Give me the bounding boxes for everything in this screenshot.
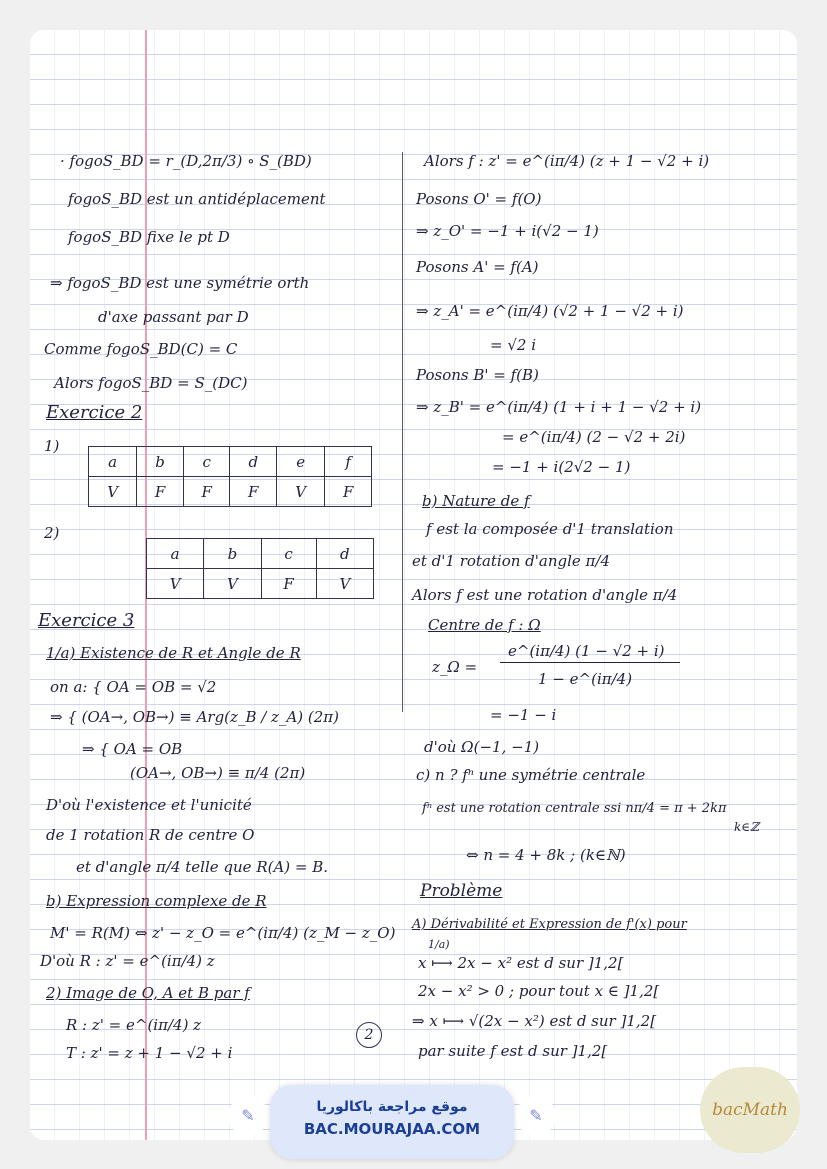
ex3-line-2: ⇒ { (OA→, OB→) ≡ Arg(z_B / z_A) (2π) bbox=[50, 708, 340, 726]
table1-header-a: a bbox=[89, 447, 137, 477]
table1-header-f: f bbox=[325, 447, 372, 477]
image-heading: 2) Image de O, A et B par f bbox=[46, 984, 250, 1002]
problem-a-label: 1/a) bbox=[428, 938, 450, 951]
right-line-1: Alors f : z' = e^(iπ/4) (z + 1 − √2 + i) bbox=[424, 152, 710, 170]
table1-value-c: F bbox=[183, 477, 230, 507]
ex3-line-3: ⇒ { OA = OB bbox=[82, 740, 183, 758]
image-line-2: T : z' = z + 1 − √2 + i bbox=[66, 1044, 233, 1062]
expression-heading: b) Expression complexe de R bbox=[46, 892, 267, 910]
question2-label: 2) bbox=[44, 524, 60, 542]
site-logo-left-icon: ✎ bbox=[228, 1096, 268, 1136]
left-line-6: Comme fogoS_BD(C) = C bbox=[44, 340, 238, 358]
table2-header-d: d bbox=[316, 539, 373, 569]
symmetry-line-4: ⇔ n = 4 + 8k ; (k∈ℕ) bbox=[466, 846, 626, 864]
table1-header-b: b bbox=[137, 447, 184, 477]
left-line-1: · fogoS_BD = r_(D,2π/3) ∘ S_(BD) bbox=[60, 152, 312, 170]
centre-heading: Centre de f : Ω bbox=[428, 616, 541, 634]
right-line-10: = −1 + i(2√2 − 1) bbox=[492, 458, 631, 476]
nature-line-3: Alors f est une rotation d'angle π/4 bbox=[412, 586, 678, 604]
exercice3-heading: 1/a) Existence de R et Angle de R bbox=[46, 644, 301, 662]
fraction-bar bbox=[500, 662, 680, 663]
truth-table-2 bbox=[146, 538, 374, 599]
exercice3-title: Exercice 3 bbox=[38, 610, 135, 631]
notebook-page bbox=[30, 30, 797, 1140]
right-line-6: = √2 i bbox=[490, 336, 537, 354]
site-arabic-name: موقع مراجعة باكالوريا bbox=[316, 1099, 468, 1115]
centre-lhs: z_Ω = bbox=[432, 658, 478, 676]
page-number: 2 bbox=[356, 1022, 382, 1048]
table2-value-a: V bbox=[147, 569, 204, 599]
table2-header-c: c bbox=[261, 539, 316, 569]
table2-value-c: F bbox=[261, 569, 316, 599]
table2-value-d: V bbox=[316, 569, 373, 599]
ex3-line-6: de 1 rotation R de centre O bbox=[46, 826, 255, 844]
table1-header-c: c bbox=[183, 447, 230, 477]
symmetry-line-2: fⁿ est une rotation centrale ssi nπ/4 = π + 2kπ bbox=[422, 801, 727, 816]
table2-value-b: V bbox=[204, 569, 261, 599]
problem-line-2: 2x − x² > 0 ; pour tout x ∈ ]1,2[ bbox=[418, 982, 660, 1000]
table1-value-a: V bbox=[89, 477, 137, 507]
right-line-2: Posons O' = f(O) bbox=[416, 190, 542, 208]
ex3-line-7: et d'angle π/4 telle que R(A) = B. bbox=[76, 858, 329, 876]
column-divider bbox=[402, 152, 403, 712]
site-logo-right-icon: ✎ bbox=[516, 1096, 556, 1136]
table2-header-a: a bbox=[147, 539, 204, 569]
problem-line-1: x ⟼ 2x − x² est d sur ]1,2[ bbox=[418, 954, 624, 972]
ex3-line-4: (OA→, OB→) ≡ π/4 (2π) bbox=[130, 764, 306, 782]
exercice2-title: Exercice 2 bbox=[46, 402, 143, 423]
symmetry-line-1: c) n ? fⁿ une symétrie centrale bbox=[416, 766, 646, 784]
centre-line-2: d'où Ω(−1, −1) bbox=[424, 738, 540, 756]
left-line-2: fogoS_BD est un antidéplacement bbox=[68, 190, 326, 208]
probleme-title: Problème bbox=[420, 881, 503, 901]
right-line-9: = e^(iπ/4) (2 − √2 + 2i) bbox=[502, 428, 686, 446]
expression-line-2: D'où R : z' = e^(iπ/4) z bbox=[40, 952, 215, 970]
left-line-4: ⇒ fogoS_BD est une symétrie orth bbox=[50, 274, 310, 292]
problem-line-3: ⇒ x ⟼ √(2x − x²) est d sur ]1,2[ bbox=[412, 1012, 657, 1030]
right-line-8: ⇒ z_B' = e^(iπ/4) (1 + i + 1 − √2 + i) bbox=[416, 398, 702, 416]
left-line-3: fogoS_BD fixe le pt D bbox=[68, 228, 230, 246]
truth-table-1 bbox=[88, 446, 372, 507]
right-line-3: ⇒ z_O' = −1 + i(√2 − 1) bbox=[416, 222, 599, 240]
table1-header-e: e bbox=[277, 447, 325, 477]
bacmath-logo: bacMath bbox=[700, 1067, 800, 1153]
right-line-5: ⇒ z_A' = e^(iπ/4) (√2 + 1 − √2 + i) bbox=[416, 302, 684, 320]
centre-denominator: 1 − e^(iπ/4) bbox=[538, 670, 633, 688]
left-line-5: d'axe passant par D bbox=[98, 308, 249, 326]
question1-label: 1) bbox=[44, 437, 60, 455]
site-url-link[interactable]: BAC.MOURAJAA.COM bbox=[303, 1120, 481, 1138]
nature-heading: b) Nature de f bbox=[422, 492, 530, 510]
table1-value-b: F bbox=[137, 477, 184, 507]
right-line-4: Posons A' = f(A) bbox=[416, 258, 539, 276]
table2-header-b: b bbox=[204, 539, 261, 569]
problem-line-4: par suite f est d sur ]1,2[ bbox=[418, 1042, 608, 1060]
ex3-line-1: on a: { OA = OB = √2 bbox=[50, 678, 217, 696]
centre-line-1: = −1 − i bbox=[490, 706, 557, 724]
nature-line-1: f est la composée d'1 translation bbox=[426, 520, 674, 538]
symmetry-line-3: k∈ℤ bbox=[734, 820, 759, 834]
table1-value-e: V bbox=[277, 477, 325, 507]
right-line-7: Posons B' = f(B) bbox=[416, 366, 539, 384]
table1-header-d: d bbox=[230, 447, 277, 477]
image-line-1: R : z' = e^(iπ/4) z bbox=[66, 1016, 202, 1034]
nature-line-2: et d'1 rotation d'angle π/4 bbox=[412, 552, 610, 570]
problem-a-heading: A) Dérivabilité et Expression de f'(x) pour bbox=[412, 917, 687, 932]
expression-line-1: M' = R(M) ⇔ z' − z_O = e^(iπ/4) (z_M − z_O) bbox=[50, 924, 396, 942]
table1-value-d: F bbox=[230, 477, 277, 507]
watermark-badge[interactable] bbox=[270, 1085, 514, 1159]
table1-value-f: F bbox=[325, 477, 372, 507]
centre-numerator: e^(iπ/4) (1 − √2 + i) bbox=[508, 642, 665, 660]
ex3-line-5: D'où l'existence et l'unicité bbox=[46, 796, 252, 814]
left-line-7: Alors fogoS_BD = S_(DC) bbox=[54, 374, 248, 392]
